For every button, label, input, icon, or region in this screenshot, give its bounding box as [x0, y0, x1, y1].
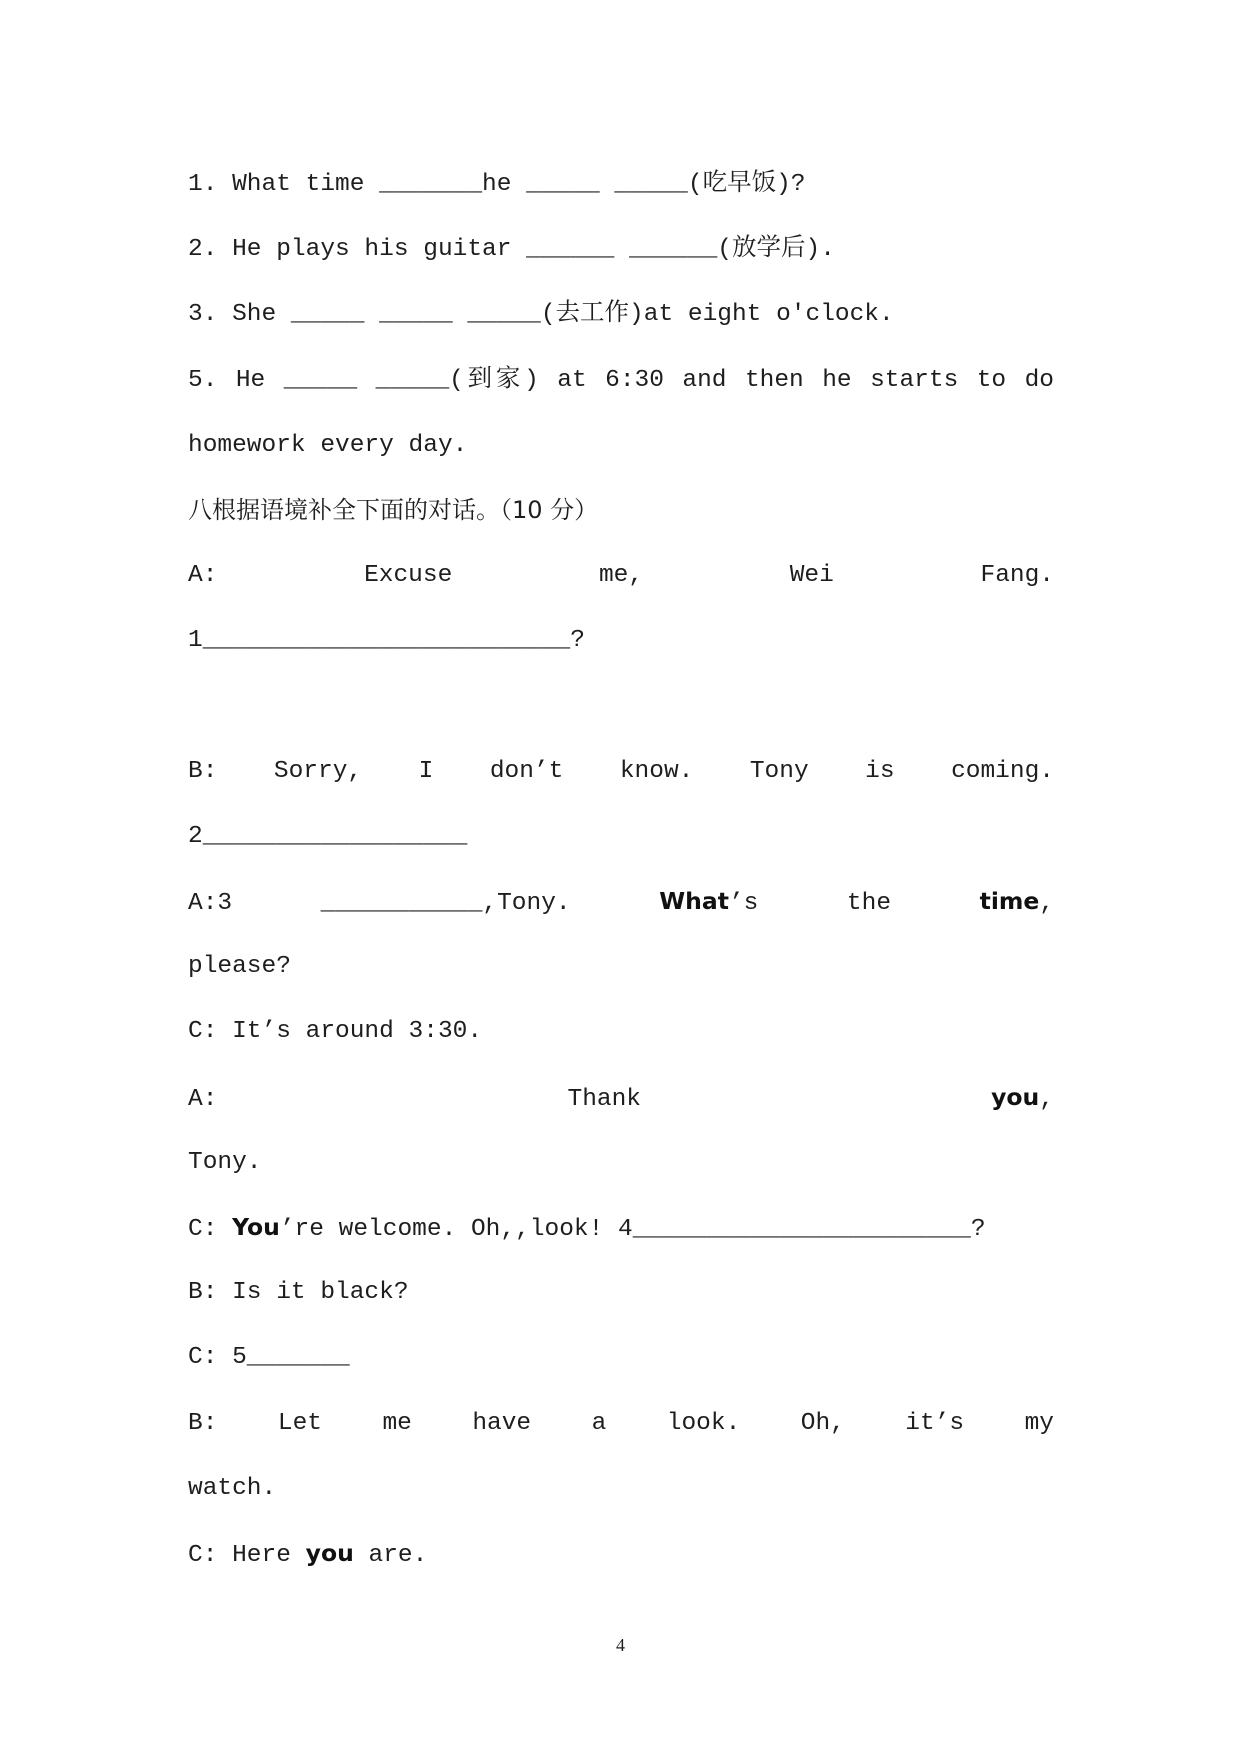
translate-item-1: 1. What time _______he _____ _____(吃早饭)?	[188, 171, 806, 198]
dialogue-line-a-thanks-continued	[188, 1130, 1054, 1195]
bold-word: You	[232, 1213, 280, 1241]
bold-word: you	[305, 1538, 354, 1567]
dialogue-line-b-look	[188, 1391, 1054, 1456]
dialogue-text: Tony.	[188, 1148, 262, 1176]
worksheet-body	[188, 152, 1054, 1586]
dialogue-line-b-look-continued	[188, 1456, 1054, 1521]
dialogue-line-a-continued	[188, 934, 1054, 999]
dialogue-text: ’s the	[728, 890, 980, 918]
page-number: 4	[616, 1635, 625, 1655]
translate-item-2: 2. He plays his guitar ______ ______(放学后).	[188, 236, 835, 264]
dialogue-text: watch.	[188, 1474, 277, 1502]
dialogue-text: A: Thank	[188, 1085, 992, 1113]
translate-item-5: 5. He _____ _____(到家) at 6:30 and then he starts to do	[188, 366, 1054, 394]
translate-item-5-continued: homework every day.	[188, 431, 468, 459]
dialogue-blank-5	[188, 1325, 1054, 1390]
dialogue-text: ,	[1039, 1085, 1054, 1113]
dialogue-line-c-here	[188, 1521, 1054, 1586]
section-heading: 八根据语境补全下面的对话。（10 分）	[188, 495, 599, 524]
dialogue-blank-2	[188, 804, 1054, 869]
dialogue-text: 1_________________________?	[188, 627, 585, 655]
dialogue-text: please?	[188, 953, 291, 981]
dialogue-text: A:3 ___________,Tony.	[188, 890, 660, 918]
dialogue-text: A: Excuse me, Wei Fang.	[188, 562, 1054, 590]
dialogue-line-a-excuse	[188, 543, 1054, 608]
dialogue-text: B: Let me have a look. Oh, it’s my	[188, 1409, 1054, 1437]
bold-word: you	[991, 1082, 1040, 1111]
dialogue-line-a-thanks	[188, 1065, 1054, 1130]
dialogue-line-b-black	[188, 1260, 1054, 1325]
dialogue-text: B: Sorry, I don’t know. Tony is coming.	[188, 757, 1054, 785]
spacer-line	[188, 674, 1054, 739]
dialogue-text: C: It’s around 3:30.	[188, 1018, 483, 1046]
dialogue-text: C: Here	[188, 1541, 306, 1569]
dialogue-line-c-time	[188, 999, 1054, 1064]
bold-word: time	[979, 887, 1040, 916]
dialogue-text: B: Is it black?	[188, 1279, 409, 1307]
dialogue-text: C: 5_______	[188, 1344, 350, 1372]
dialogue-text: C:	[188, 1216, 233, 1243]
translate-item-3: 3. She _____ _____ _____(去工作)at eight o'clock.	[188, 301, 894, 329]
dialogue-line-c-welcome	[188, 1195, 1054, 1260]
dialogue-line-b-sorry	[188, 739, 1054, 804]
dialogue-text: are.	[353, 1541, 428, 1569]
dialogue-blank-1	[188, 608, 1054, 673]
dialogue-text: 2__________________	[188, 822, 468, 850]
dialogue-text: ,	[1039, 890, 1054, 918]
dialogue-line-a-blank-3	[188, 869, 1054, 934]
bold-word: What	[659, 887, 729, 916]
dialogue-text: ’re welcome. Oh,,look! 4_______________________?	[279, 1216, 986, 1243]
